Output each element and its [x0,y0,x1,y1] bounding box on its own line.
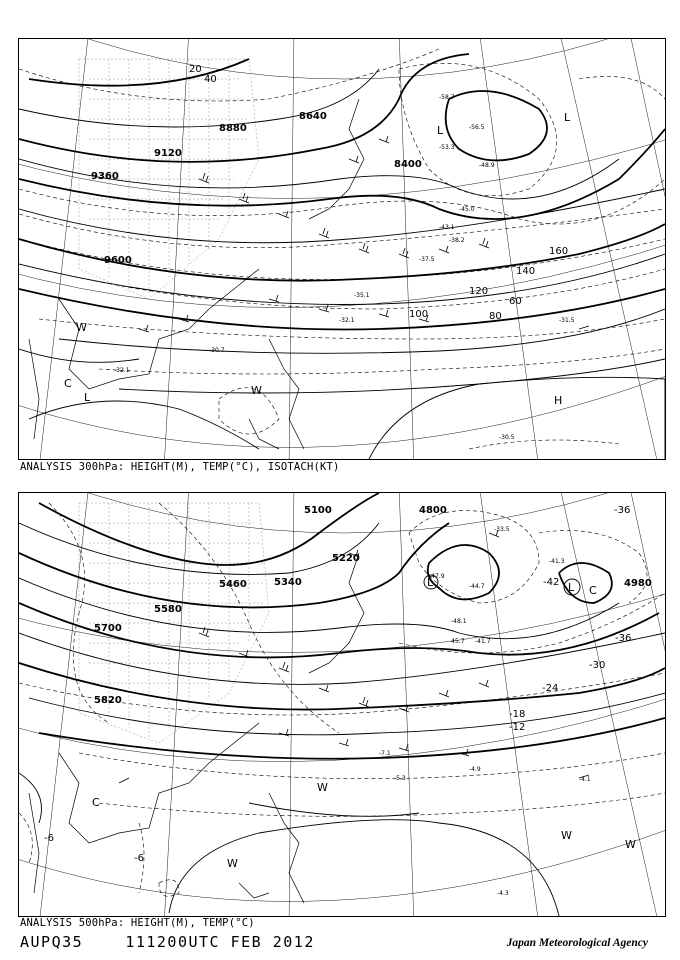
svg-text:-6: -6 [44,833,54,844]
height-label-9360: 9360 [91,171,119,182]
isotach-label: 120 [469,286,489,297]
warm-center-symbol: W [625,838,636,851]
caption-300hpa: ANALYSIS 300hPa: HEIGHT(M), TEMP(°C), ISOTACH(KT) [20,461,340,473]
height-label: 5580 [154,604,182,615]
height-contours [19,54,665,330]
low-center-symbol: L [427,576,434,589]
svg-text:-36: -36 [614,505,631,516]
svg-text:-53.3: -53.3 [439,144,455,151]
svg-text:-43.1: -43.1 [439,224,455,231]
svg-text:-42: -42 [543,577,560,588]
cold-center-symbol: C [64,377,72,390]
pressure-centers [64,111,571,407]
height-label: 4800 [419,505,447,516]
cold-center-symbol: C [589,584,597,597]
low-center-symbol: L [568,581,575,594]
warm-center-symbol: W [561,829,572,842]
isotach-label: 160 [549,246,569,257]
svg-text:-4.1: -4.1 [579,776,591,783]
warm-center-symbol: W [76,321,87,334]
svg-text:-45.0: -45.0 [459,206,475,213]
agency-name: Japan Meteorological Agency [506,937,648,949]
high-center-symbol: H [554,394,563,407]
svg-text:-35.1: -35.1 [354,292,370,299]
svg-text:-36: -36 [615,633,632,644]
low-center-symbol: L [564,111,571,124]
svg-text:-37.5: -37.5 [419,256,435,263]
svg-text:-41.7: -41.7 [475,638,491,645]
isotach-label: 40 [204,74,217,85]
isotach-labels [189,64,568,322]
svg-text:-44.7: -44.7 [469,583,485,590]
svg-text:-58.7: -58.7 [439,94,455,101]
svg-text:-7.1: -7.1 [379,750,391,757]
valid-time: 111200UTC FEB 2012 [125,933,315,951]
isotach-label: 20 [189,64,202,75]
height-label: 5820 [94,695,122,706]
chart-code-and-valid-time [20,933,315,951]
isotach-label: 140 [516,266,536,277]
height-label-8640: 8640 [299,111,327,122]
height-labels [94,505,652,706]
map-300hpa-canvas [19,39,665,459]
warm-center-symbol: W [317,781,328,794]
svg-text:-12: -12 [509,722,526,733]
svg-text:-30: -30 [589,660,606,671]
svg-text:-56.5: -56.5 [469,124,485,131]
pressure-centers [92,575,636,870]
warm-center-symbol: W [251,384,262,397]
svg-text:-4.3: -4.3 [497,890,509,897]
svg-text:-5.3: -5.3 [394,775,406,782]
isotach-label: 60 [509,296,522,307]
low-center-symbol: L [84,391,91,404]
caption-500hpa: ANALYSIS 500hPa: HEIGHT(M), TEMP(°C) [20,917,255,929]
svg-text:-30.7: -30.7 [209,347,225,354]
cold-center-symbol: C [92,796,100,809]
svg-text:-32.1: -32.1 [114,367,130,374]
isotach-label: 100 [409,309,429,320]
height-label: 5100 [304,505,332,516]
map-panel-500hpa [18,492,666,917]
svg-text:-31.5: -31.5 [559,317,575,324]
svg-text:-24: -24 [542,683,559,694]
height-label-8400: 8400 [394,159,422,170]
svg-text:-48.1: -48.1 [451,618,467,625]
svg-text:-4.9: -4.9 [469,766,481,773]
isotach-label: 80 [489,311,502,322]
graticule [19,39,665,459]
svg-text:-45.7: -45.7 [449,638,465,645]
coastlines [29,553,364,903]
height-label: 5340 [274,577,302,588]
height-label-9120: 9120 [154,148,182,159]
height-label: 4980 [624,578,652,589]
svg-text:-18: -18 [509,709,526,720]
height-label: 5700 [94,623,122,634]
svg-text:-41.3: -41.3 [549,558,565,565]
warm-center-symbol: W [227,857,238,870]
map-panel-300hpa [18,38,666,460]
svg-text:-48.9: -48.9 [479,162,495,169]
map-500hpa-canvas [19,493,665,916]
height-label: 5460 [219,579,247,590]
svg-text:-32.1: -32.1 [339,317,355,324]
isotherms [19,49,665,449]
height-label-9600: 9600 [104,255,132,266]
chart-code: AUPQ35 [20,933,84,951]
svg-text:-38.2: -38.2 [449,237,465,244]
svg-text:-6: -6 [134,853,144,864]
height-label-8880: 8880 [219,123,247,134]
low-center-symbol: L [437,124,444,137]
height-label: 5220 [332,553,360,564]
svg-text:-33.5: -33.5 [494,526,510,533]
svg-text:-30.5: -30.5 [499,434,515,441]
svg-text:-47.9: -47.9 [429,573,445,580]
